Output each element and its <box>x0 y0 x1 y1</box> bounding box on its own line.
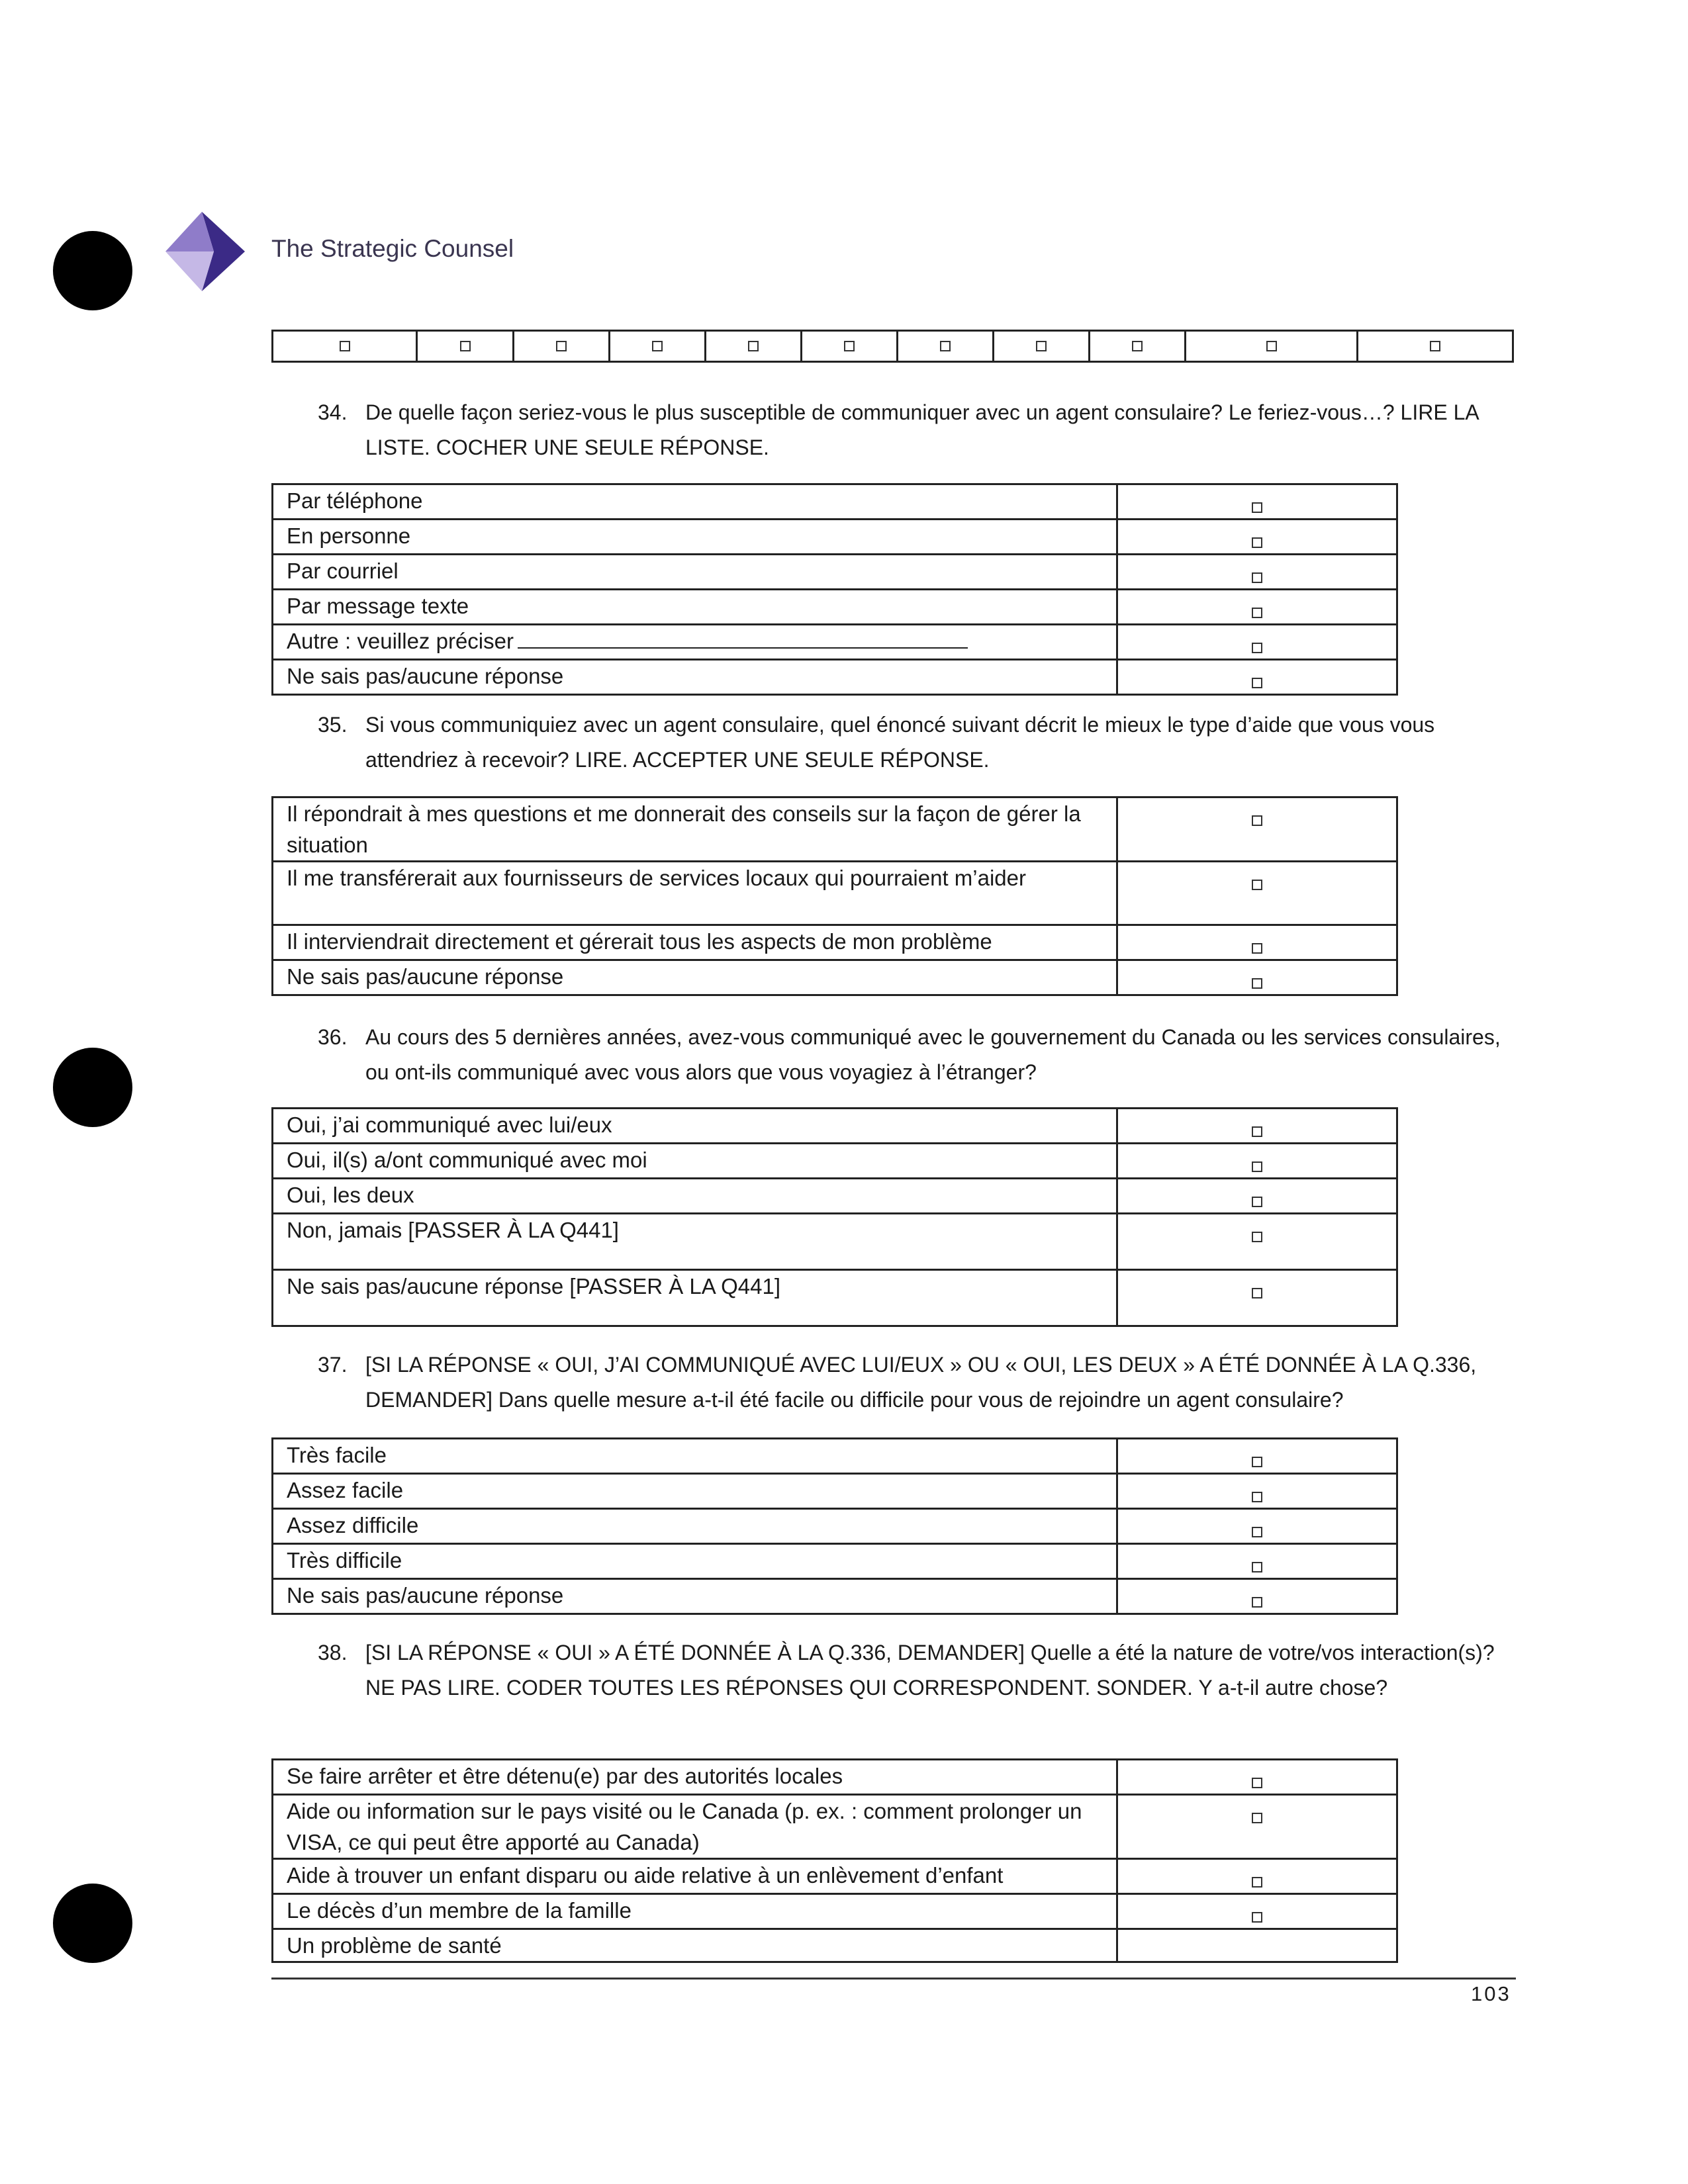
option-checkbox-cell-empty <box>1117 1929 1397 1962</box>
option-label-other <box>273 625 1117 660</box>
checkbox[interactable] <box>652 341 663 351</box>
option-checkbox-cell[interactable] <box>1117 1894 1397 1929</box>
checkbox[interactable] <box>1252 608 1262 618</box>
option-checkbox-cell[interactable] <box>1117 862 1397 925</box>
brand-name: The Strategic Counsel <box>271 235 514 262</box>
checkbox[interactable] <box>1430 341 1440 351</box>
footer-rule <box>271 1978 1516 1979</box>
option-label: Très facile <box>273 1439 1117 1474</box>
option-row <box>273 1579 1397 1614</box>
option-label: Très difficile <box>273 1544 1117 1579</box>
option-row <box>273 625 1397 660</box>
scale-cell[interactable] <box>1358 332 1512 361</box>
question-text: [SI LA RÉPONSE « OUI, J’AI COMMUNIQUÉ AVEC LUI/EUX » OU « OUI, LES DEUX » A ÉTÉ DONNÉE À LA Q.336, DEMANDER] Dans quelle mesure a-t-il été facile ou difficile pour vous de rejoindre un agent consulaire? <box>365 1353 1477 1412</box>
binder-hole <box>53 1884 132 1963</box>
option-row <box>273 1509 1397 1544</box>
option-label: Assez difficile <box>273 1509 1117 1544</box>
option-label: Il me transférerait aux fournisseurs de services locaux qui pourraient m’aider <box>273 862 1117 925</box>
checkbox[interactable] <box>1132 341 1143 351</box>
option-label: Oui, il(s) a/ont communiqué avec moi <box>273 1144 1117 1179</box>
strategic-counsel-logo-icon <box>162 208 248 295</box>
option-label: Ne sais pas/aucune réponse <box>273 960 1117 995</box>
option-row <box>273 555 1397 590</box>
question-34 <box>318 395 1523 465</box>
checkbox[interactable] <box>556 341 567 351</box>
checkbox[interactable] <box>1252 1877 1262 1888</box>
option-row <box>273 484 1397 520</box>
option-row <box>273 1894 1397 1929</box>
option-row <box>273 1439 1397 1474</box>
option-checkbox-cell[interactable] <box>1117 484 1397 520</box>
option-checkbox-cell[interactable] <box>1117 1179 1397 1214</box>
checkbox[interactable] <box>1252 1197 1262 1207</box>
option-checkbox-cell[interactable] <box>1117 660 1397 695</box>
option-checkbox-cell[interactable] <box>1117 1439 1397 1474</box>
options-table-35 <box>271 796 1398 996</box>
option-checkbox-cell[interactable] <box>1117 520 1397 555</box>
option-label: Le décès d’un membre de la famille <box>273 1894 1117 1929</box>
option-row <box>273 1109 1397 1144</box>
question-36 <box>318 1020 1523 1090</box>
checkbox[interactable] <box>460 341 471 351</box>
option-checkbox-cell[interactable] <box>1117 590 1397 625</box>
checkbox[interactable] <box>1252 1457 1262 1467</box>
option-checkbox-cell[interactable] <box>1117 625 1397 660</box>
question-38 <box>318 1635 1523 1706</box>
response-scale-row <box>271 330 1514 363</box>
page-number: 103 <box>1471 1982 1511 2005</box>
binder-hole <box>53 1048 132 1127</box>
checkbox[interactable] <box>844 341 855 351</box>
question-35 <box>318 707 1523 778</box>
checkbox[interactable] <box>1252 643 1262 653</box>
question-number: 36. <box>318 1025 348 1049</box>
question-text: [SI LA RÉPONSE « OUI » A ÉTÉ DONNÉE À LA Q.336, DEMANDER] Quelle a été la nature de votre/vos interaction(s)? NE PAS LIRE. CODER TOUTES LES RÉPONSES QUI CORRESPONDENT. SONDER. Y a-t-il autre chose? <box>365 1641 1495 1700</box>
option-label: Assez facile <box>273 1474 1117 1509</box>
option-label: Un problème de santé <box>273 1929 1117 1962</box>
option-row <box>273 797 1397 862</box>
option-checkbox-cell[interactable] <box>1117 1144 1397 1179</box>
scale-cell[interactable] <box>610 332 706 361</box>
question-number: 34. <box>318 400 348 424</box>
option-checkbox-cell[interactable] <box>1117 1474 1397 1509</box>
checkbox[interactable] <box>1252 1912 1262 1923</box>
checkbox[interactable] <box>1252 678 1262 688</box>
scale-cell[interactable] <box>1090 332 1186 361</box>
checkbox[interactable] <box>748 341 759 351</box>
checkbox[interactable] <box>1252 502 1262 513</box>
checkbox[interactable] <box>1252 1288 1262 1298</box>
option-row <box>273 960 1397 995</box>
options-table-36 <box>271 1107 1398 1327</box>
scale-cell[interactable] <box>898 332 994 361</box>
checkbox[interactable] <box>1252 1778 1262 1788</box>
checkbox[interactable] <box>1036 341 1047 351</box>
option-label: Aide à trouver un enfant disparu ou aide relative à un enlèvement d’enfant <box>273 1859 1117 1894</box>
checkbox[interactable] <box>1252 1597 1262 1608</box>
option-row <box>273 1544 1397 1579</box>
binder-hole <box>53 231 132 310</box>
question-text: Au cours des 5 dernières années, avez-vous communiqué avec le gouvernement du Canada ou les services consulaires, ou ont-ils communiqué avec vous alors que vous voyagiez à l’étranger? <box>365 1025 1501 1084</box>
option-row <box>273 1859 1397 1894</box>
options-table-37 <box>271 1437 1398 1615</box>
checkbox[interactable] <box>1252 1126 1262 1137</box>
option-label: Se faire arrêter et être détenu(e) par des autorités locales <box>273 1760 1117 1795</box>
checkbox[interactable] <box>340 341 350 351</box>
option-label: Ne sais pas/aucune réponse <box>273 660 1117 695</box>
option-label: Oui, les deux <box>273 1179 1117 1214</box>
question-number: 37. <box>318 1353 348 1377</box>
checkbox[interactable] <box>1266 341 1277 351</box>
option-checkbox-cell[interactable] <box>1117 1544 1397 1579</box>
scale-cell[interactable] <box>418 332 514 361</box>
checkbox[interactable] <box>1252 880 1262 890</box>
options-table-38 <box>271 1758 1398 1963</box>
option-label: Ne sais pas/aucune réponse <box>273 1579 1117 1614</box>
options-table-34 <box>271 483 1398 696</box>
option-row <box>273 1144 1397 1179</box>
option-label: Il répondrait à mes questions et me donnerait des conseils sur la façon de gérer la situation <box>273 797 1117 862</box>
option-label: Aide ou information sur le pays visité ou le Canada (p. ex. : comment prolonger un VISA, ce qui peut être apporté au Canada) <box>273 1795 1117 1859</box>
checkbox[interactable] <box>1252 815 1262 826</box>
option-checkbox-cell[interactable] <box>1117 1509 1397 1544</box>
checkbox[interactable] <box>1252 537 1262 548</box>
option-row <box>273 1179 1397 1214</box>
option-label: Autre : veuillez préciser <box>287 629 514 653</box>
checkbox[interactable] <box>1252 1562 1262 1572</box>
specify-blank-line[interactable] <box>518 627 968 649</box>
checkbox[interactable] <box>1252 1813 1262 1823</box>
option-row <box>273 1474 1397 1509</box>
question-number: 38. <box>318 1641 348 1664</box>
question-number: 35. <box>318 713 348 737</box>
checkbox[interactable] <box>1252 1492 1262 1502</box>
option-checkbox-cell[interactable] <box>1117 960 1397 995</box>
option-checkbox-cell[interactable] <box>1117 797 1397 862</box>
checkbox[interactable] <box>1252 978 1262 989</box>
option-checkbox-cell[interactable] <box>1117 1579 1397 1614</box>
option-row <box>273 1270 1397 1326</box>
option-row <box>273 925 1397 960</box>
question-37 <box>318 1347 1523 1418</box>
question-text: De quelle façon seriez-vous le plus susceptible de communiquer avec un agent consulaire? Le feriez-vous…? LIRE LA LISTE. COCHER UNE SEULE RÉPONSE. <box>365 400 1478 459</box>
option-row <box>273 1929 1397 1962</box>
option-row <box>273 590 1397 625</box>
option-label: Non, jamais [PASSER À LA Q441] <box>273 1214 1117 1270</box>
option-row <box>273 862 1397 925</box>
option-label: Par courriel <box>273 555 1117 590</box>
option-checkbox-cell[interactable] <box>1117 1109 1397 1144</box>
checkbox[interactable] <box>1252 572 1262 583</box>
checkbox[interactable] <box>940 341 951 351</box>
scale-cell[interactable] <box>802 332 898 361</box>
option-checkbox-cell[interactable] <box>1117 555 1397 590</box>
option-checkbox-cell[interactable] <box>1117 1859 1397 1894</box>
checkbox[interactable] <box>1252 1527 1262 1537</box>
option-label: Par message texte <box>273 590 1117 625</box>
option-label: En personne <box>273 520 1117 555</box>
option-label: Il interviendrait directement et gérerait tous les aspects de mon problème <box>273 925 1117 960</box>
option-row <box>273 1760 1397 1795</box>
checkbox[interactable] <box>1252 1232 1262 1242</box>
scale-cell[interactable] <box>273 332 418 361</box>
option-checkbox-cell[interactable] <box>1117 925 1397 960</box>
scale-cell[interactable] <box>706 332 802 361</box>
option-checkbox-cell[interactable] <box>1117 1270 1397 1326</box>
checkbox[interactable] <box>1252 943 1262 954</box>
option-checkbox-cell[interactable] <box>1117 1760 1397 1795</box>
option-checkbox-cell[interactable] <box>1117 1214 1397 1270</box>
scale-cell[interactable] <box>994 332 1090 361</box>
option-label: Par téléphone <box>273 484 1117 520</box>
option-row <box>273 1795 1397 1859</box>
option-label: Oui, j’ai communiqué avec lui/eux <box>273 1109 1117 1144</box>
option-label: Ne sais pas/aucune réponse [PASSER À LA Q441] <box>273 1270 1117 1326</box>
scale-cell[interactable] <box>1186 332 1358 361</box>
option-checkbox-cell[interactable] <box>1117 1795 1397 1859</box>
option-row <box>273 660 1397 695</box>
checkbox[interactable] <box>1252 1161 1262 1172</box>
question-text: Si vous communiquiez avec un agent consulaire, quel énoncé suivant décrit le mieux le type d’aide que vous vous attendriez à recevoir? LIRE. ACCEPTER UNE SEULE RÉPONSE. <box>365 713 1435 772</box>
option-row <box>273 1214 1397 1270</box>
option-row <box>273 520 1397 555</box>
scale-cell[interactable] <box>514 332 610 361</box>
